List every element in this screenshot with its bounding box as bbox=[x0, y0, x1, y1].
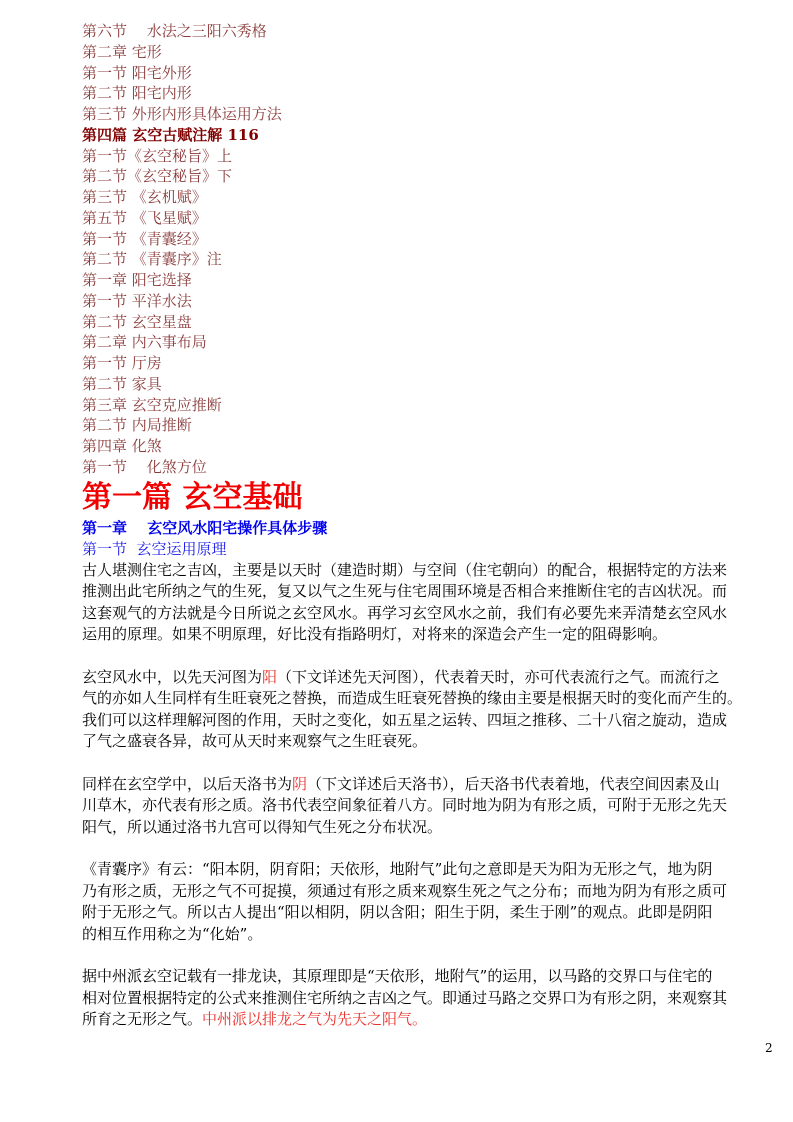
text-segment: 的相互作用称之为“化始”。 bbox=[82, 924, 263, 943]
toc-entry[interactable]: 第一章 阳宅选择 bbox=[82, 271, 192, 289]
toc-entry[interactable]: 第二节 《青囊序》注 bbox=[82, 250, 222, 269]
text-line bbox=[82, 560, 782, 581]
paragraph bbox=[82, 859, 782, 945]
paragraph bbox=[82, 667, 782, 753]
text-segment: 运用的原理。如果不明原理，好比没有指路明灯，对将来的深造会产生一定的阻碍影响。 bbox=[82, 625, 668, 644]
text-segment: 了气之盛衰各异，故可从天时来观察气之生旺衰死。 bbox=[82, 732, 428, 751]
text-line bbox=[82, 603, 782, 624]
text-line bbox=[82, 710, 782, 731]
text-line bbox=[82, 774, 782, 795]
text-line bbox=[82, 624, 782, 645]
text-segment: 据中州派玄空记载有一排龙诀，其原理即是“天依形，地附气”的运用，以马路的交界口与住宅的 bbox=[82, 967, 713, 986]
text-segment: 古人堪测住宅之吉凶，主要是以天时（建造时期）与空间（住宅朝向）的配合，根据特定的方法来 bbox=[82, 561, 728, 579]
toc-entry[interactable]: 第二节 内局推断 bbox=[82, 416, 192, 435]
paragraph bbox=[82, 560, 782, 646]
text-line bbox=[82, 817, 782, 838]
text-line bbox=[82, 667, 782, 688]
table-of-contents bbox=[82, 21, 282, 478]
toc-entry[interactable]: 第四章 化煞 bbox=[82, 437, 162, 455]
toc-entry[interactable]: 第一节 《青囊经》 bbox=[82, 229, 207, 248]
paragraph bbox=[82, 966, 782, 1030]
text-segment: 玄空风水中，以先天河图为 bbox=[82, 667, 263, 686]
text-line bbox=[82, 966, 782, 987]
text-segment: 我们可以这样理解河图的作用，天时之变化，如五星之运转、四垣之推移、二十八宿之旋动，造成 bbox=[82, 710, 728, 729]
toc-entry[interactable]: 第三节 《玄机赋》 bbox=[82, 188, 207, 206]
text-line bbox=[82, 731, 782, 752]
toc-entry[interactable]: 第二节 玄空星盘 bbox=[82, 312, 192, 331]
text-segment: （下文详述先天河图），代表着天时，亦可代表流行之气。而流行之 bbox=[277, 667, 720, 686]
highlighted-text: 阴 bbox=[292, 774, 308, 793]
text-line bbox=[82, 795, 782, 816]
toc-entry[interactable]: 第三节 外形内形具体运用方法 bbox=[82, 105, 282, 123]
text-line bbox=[82, 924, 782, 945]
text-segment: 相对位置根据特定的公式来推测住宅所纳之吉凶之气。即通过马路之交界口为有形之阴，来观察其 bbox=[82, 988, 728, 1007]
toc-entry[interactable]: 第二章 宅形 bbox=[82, 42, 162, 61]
text-segment: 《青囊序》有云：“阳本阴，阴育阳；天依形，地附气”此句之意即是天为阳为无形之气，地为阴 bbox=[82, 860, 713, 879]
text-line bbox=[82, 881, 782, 902]
section-title: 第一节 玄空运用原理 bbox=[82, 540, 227, 558]
text-line bbox=[82, 902, 782, 923]
body-text bbox=[82, 560, 782, 1052]
text-segment: 这套观气的方法就是今日所说之玄空风水。再学习玄空风水之前，我们有必要先来弄清楚玄空风水 bbox=[82, 603, 728, 622]
text-line bbox=[82, 581, 782, 602]
text-segment: （下文详述后天洛书），后天洛书代表着地，代表空间因素及山 bbox=[307, 774, 720, 793]
text-line bbox=[82, 988, 782, 1009]
toc-entry[interactable]: 第二章 内六事布局 bbox=[82, 333, 207, 352]
toc-entry[interactable]: 第三章 玄空克应推断 bbox=[82, 395, 222, 414]
toc-entry[interactable]: 第一节《玄空秘旨》上 bbox=[82, 146, 233, 165]
text-segment: 同样在玄空学中，以后天洛书为 bbox=[82, 774, 293, 793]
text-segment: 推测出此宅所纳之气的生死，复又以气之生死与住宅周围环境是否相合来推断住宅的吉凶状况。而 bbox=[82, 582, 728, 601]
text-segment: 附于无形之气。所以古人提出“阳以相阴，阴以含阳；阳生于阴，柔生于刚”的观点。此即是阴阳 bbox=[82, 903, 713, 922]
toc-entry[interactable]: 第五节 《飞星赋》 bbox=[82, 208, 207, 227]
page-number: 2 bbox=[765, 1041, 773, 1055]
toc-entry[interactable]: 第一节 平洋水法 bbox=[82, 291, 192, 310]
text-segment: 阳气，所以通过洛书九宫可以得知气生死之分布状况。 bbox=[82, 817, 443, 836]
text-segment: 乃有形之质，无形之气不可捉摸，须通过有形之质来观察生死之气之分布；而地为阴为有形之质可 bbox=[82, 881, 728, 900]
chapter-title: 第一章 玄空风水阳宅操作具体步骤 bbox=[82, 519, 328, 537]
toc-entry[interactable]: 第二节《玄空秘旨》下 bbox=[82, 167, 233, 186]
toc-entry[interactable]: 第二节 阳宅内形 bbox=[82, 84, 192, 103]
toc-entry[interactable]: 第二节 家具 bbox=[82, 374, 162, 393]
text-segment: 川草木，亦代表有形之质。洛书代表空间象征着八方。同时地为阴为有形之质，可附于无形之先天 bbox=[82, 796, 728, 815]
text-segment: 所育之无形之气。 bbox=[82, 1010, 203, 1029]
part-title: 第一篇 玄空基础 bbox=[82, 480, 303, 515]
toc-entry[interactable]: 第四篇 玄空古赋注解 116 bbox=[82, 125, 259, 144]
text-line bbox=[82, 859, 782, 880]
toc-entry[interactable]: 第一节 厅房 bbox=[82, 354, 162, 372]
toc-entry[interactable]: 第一节 化煞方位 bbox=[82, 457, 207, 476]
text-line bbox=[82, 688, 782, 709]
text-segment: 气的亦如人生同样有生旺衰死之替换，而造成生旺衰死替换的缘由主要是根据天时的变化而产生的。 bbox=[82, 689, 743, 708]
text-line bbox=[82, 1009, 782, 1030]
highlighted-text: 阳 bbox=[262, 667, 278, 686]
toc-entry[interactable]: 第六节 水法之三阳六秀格 bbox=[82, 22, 267, 40]
paragraph bbox=[82, 774, 782, 838]
toc-entry[interactable]: 第一节 阳宅外形 bbox=[82, 63, 192, 82]
highlighted-text: 中州派以排龙之气为先天之阳气。 bbox=[202, 1010, 428, 1029]
